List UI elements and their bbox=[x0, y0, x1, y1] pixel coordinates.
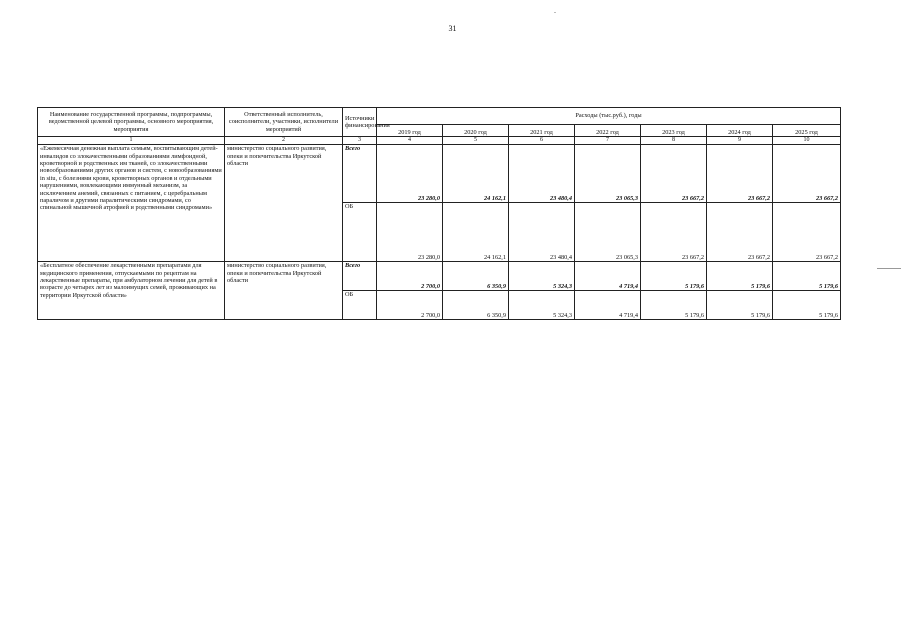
source-total-label: Всего bbox=[343, 145, 377, 203]
header-sources: Источники финансирования bbox=[343, 108, 377, 137]
total-value: 23 480,4 bbox=[509, 145, 575, 203]
header-year: 2024 год bbox=[707, 125, 773, 137]
ob-value: 24 162,1 bbox=[443, 203, 509, 262]
ob-value: 23 667,2 bbox=[641, 203, 707, 262]
program-name: «Ежемесячная денежная выплата семьям, воспитывающим детей-инвалидов со злокачественными образованиями лимфоидной, кроветворной и родственных им тканей, со злокачественными новообразованиями других органов и систем, с новообразованиями in situ, с болезнями крови, кроветворных органов и отдельными нарушениями, вовлекающими иммунный механизм, за исключением анемий, связанных с питанием, с церебральным параличом и другими паралитическими синдромами, со спинальной мышечной атрофией и родственными синдромами» bbox=[38, 145, 225, 262]
source-ob-label: ОБ bbox=[343, 203, 377, 262]
header-responsible: Ответственный исполнитель, соисполнители, участники, исполнители мероприятий bbox=[225, 108, 343, 137]
total-value: 5 179,6 bbox=[773, 262, 841, 291]
header-year: 2022 год bbox=[575, 125, 641, 137]
column-number: 6 bbox=[509, 137, 575, 145]
total-value: 5 324,3 bbox=[509, 262, 575, 291]
header-year: 2019 год bbox=[377, 125, 443, 137]
scan-speck bbox=[554, 12, 556, 13]
header-year: 2025 год bbox=[773, 125, 841, 137]
column-number: 7 bbox=[575, 137, 641, 145]
margin-mark bbox=[877, 268, 901, 269]
responsible-executor: министерство социального развития, опеки и попечительства Иркутской области bbox=[225, 145, 343, 262]
column-number: 10 bbox=[773, 137, 841, 145]
column-number: 8 bbox=[641, 137, 707, 145]
total-value: 24 162,1 bbox=[443, 145, 509, 203]
ob-value: 5 179,6 bbox=[641, 291, 707, 320]
ob-value: 5 179,6 bbox=[773, 291, 841, 320]
total-value: 23 667,2 bbox=[641, 145, 707, 203]
expenses-table bbox=[37, 107, 841, 320]
ob-value: 23 280,0 bbox=[377, 203, 443, 262]
total-value: 23 065,3 bbox=[575, 145, 641, 203]
total-value: 2 700,0 bbox=[377, 262, 443, 291]
table-row bbox=[38, 262, 841, 291]
ob-value: 23 480,4 bbox=[509, 203, 575, 262]
total-value: 5 179,6 bbox=[707, 262, 773, 291]
total-value: 6 350,9 bbox=[443, 262, 509, 291]
total-value: 23 280,0 bbox=[377, 145, 443, 203]
responsible-executor: министерство социального развития, опеки и попечительства Иркутской области bbox=[225, 262, 343, 320]
total-value: 23 667,2 bbox=[773, 145, 841, 203]
column-number: 1 bbox=[38, 137, 225, 145]
total-value: 4 719,4 bbox=[575, 262, 641, 291]
program-name: «Бесплатное обеспечение лекарственными препаратами для медицинского применения, отпускаемыми по рецептам на лекарственные препараты, при амбулаторном лечении для детей в возрасте до четырех лет из малоимущих семей, проживающих на территории Иркутской области» bbox=[38, 262, 225, 320]
column-number: 9 bbox=[707, 137, 773, 145]
column-number: 3 bbox=[343, 137, 377, 145]
column-number: 2 bbox=[225, 137, 343, 145]
ob-value: 5 179,6 bbox=[707, 291, 773, 320]
header-expenses: Расходы (тыс.руб.), годы bbox=[377, 108, 841, 125]
header-year: 2023 год bbox=[641, 125, 707, 137]
column-number: 5 bbox=[443, 137, 509, 145]
ob-value: 23 065,3 bbox=[575, 203, 641, 262]
header-program: Наименование государственной программы, подпрограммы, ведомственной целевой программы, основного мероприятия, мероприятия bbox=[38, 108, 225, 137]
ob-value: 4 719,4 bbox=[575, 291, 641, 320]
source-ob-label: ОБ bbox=[343, 291, 377, 320]
table-row bbox=[38, 145, 841, 203]
header-year: 2020 год bbox=[443, 125, 509, 137]
ob-value: 5 324,3 bbox=[509, 291, 575, 320]
ob-value: 23 667,2 bbox=[773, 203, 841, 262]
total-value: 5 179,6 bbox=[641, 262, 707, 291]
ob-value: 6 350,9 bbox=[443, 291, 509, 320]
header-year: 2021 год bbox=[509, 125, 575, 137]
column-number: 4 bbox=[377, 137, 443, 145]
source-total-label: Всего bbox=[343, 262, 377, 291]
page-number: 31 bbox=[448, 24, 457, 33]
total-value: 23 667,2 bbox=[707, 145, 773, 203]
ob-value: 2 700,0 bbox=[377, 291, 443, 320]
ob-value: 23 667,2 bbox=[707, 203, 773, 262]
